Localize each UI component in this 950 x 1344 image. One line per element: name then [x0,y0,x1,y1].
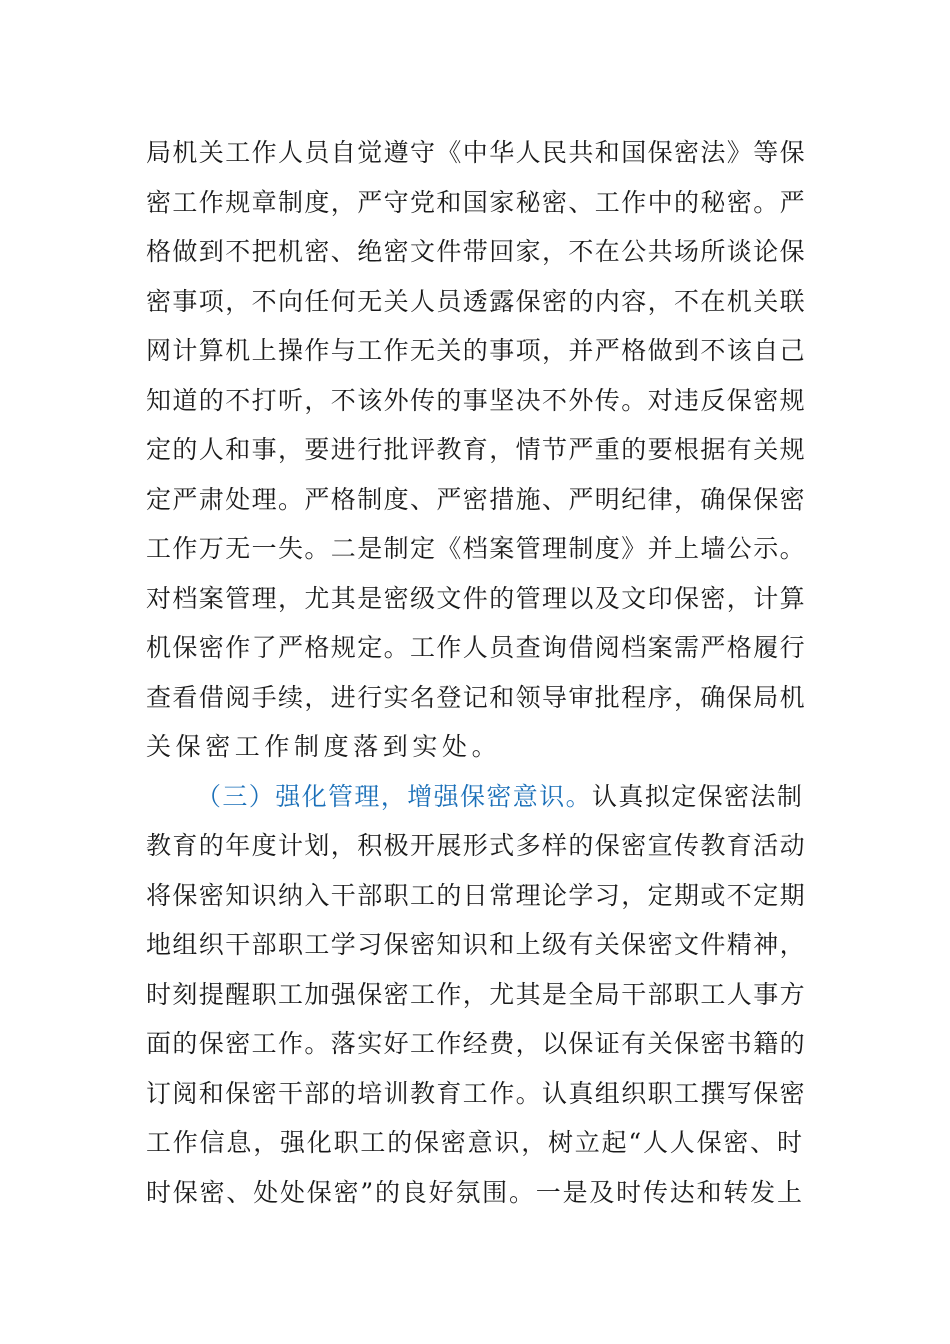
paragraph-line: 密事项，不向任何无关人员透露保密的内容，不在机关联 [146,287,807,316]
paragraph-line: 将保密知识纳入干部职工的日常理论学习，定期或不定期 [146,881,807,910]
paragraph-line: 教育的年度计划，积极开展形式多样的保密宣传教育活动 [146,831,807,860]
paragraph-line: 密工作规章制度，严守党和国家秘密、工作中的秘密。严 [146,188,807,217]
paragraph-line: 局机关工作人员自觉遵守《中华人民共和国保密法》等保 [146,138,807,167]
paragraph-line: 工作万无一失。二是制定《档案管理制度》并上墙公示。 [146,534,807,563]
paragraph-line: 订阅和保密干部的培训教育工作。认真组织职工撰写保密 [146,1079,807,1108]
paragraph-line: 机保密作了严格规定。工作人员查询借阅档案需严格履行 [146,633,807,662]
paragraph-text: 认真拟定保密法制 [592,782,804,811]
paragraph-line: 知道的不打听，不该外传的事坚决不外传。对违反保密规 [146,386,807,415]
section-heading: （三）强化管理，增强保密意识。 [196,782,593,811]
paragraph-line: 工作信息，强化职工的保密意识，树立起“人人保密、时 [146,1128,804,1157]
paragraph-line: 关保密工作制度落到实处。 [146,732,502,761]
paragraph-line: 时保密、处处保密”的良好氛围。一是及时传达和转发上 [146,1178,804,1207]
paragraph-line: 格做到不把机密、绝密文件带回家，不在公共场所谈论保 [146,237,807,266]
paragraph-line: 面的保密工作。落实好工作经费，以保证有关保密书籍的 [146,1029,807,1058]
paragraph-line: 对档案管理，尤其是密级文件的管理以及文印保密，计算 [146,584,807,613]
paragraph-first-line [196,777,806,817]
paragraph-line: 定的人和事，要进行批评教育，情节严重的要根据有关规 [146,435,807,464]
paragraph-line: 网计算机上操作与工作无关的事项，并严格做到不该自己 [146,336,807,365]
paragraph-line: 地组织干部职工学习保密知识和上级有关保密文件精神， [146,930,807,959]
paragraph-line: 查看借阅手续，进行实名登记和领导审批程序，确保局机 [146,683,807,712]
paragraph-line: 定严肃处理。严格制度、严密措施、严明纪律，确保保密 [146,485,807,514]
paragraph-line: 时刻提醒职工加强保密工作，尤其是全局干部职工人事方 [146,980,807,1009]
